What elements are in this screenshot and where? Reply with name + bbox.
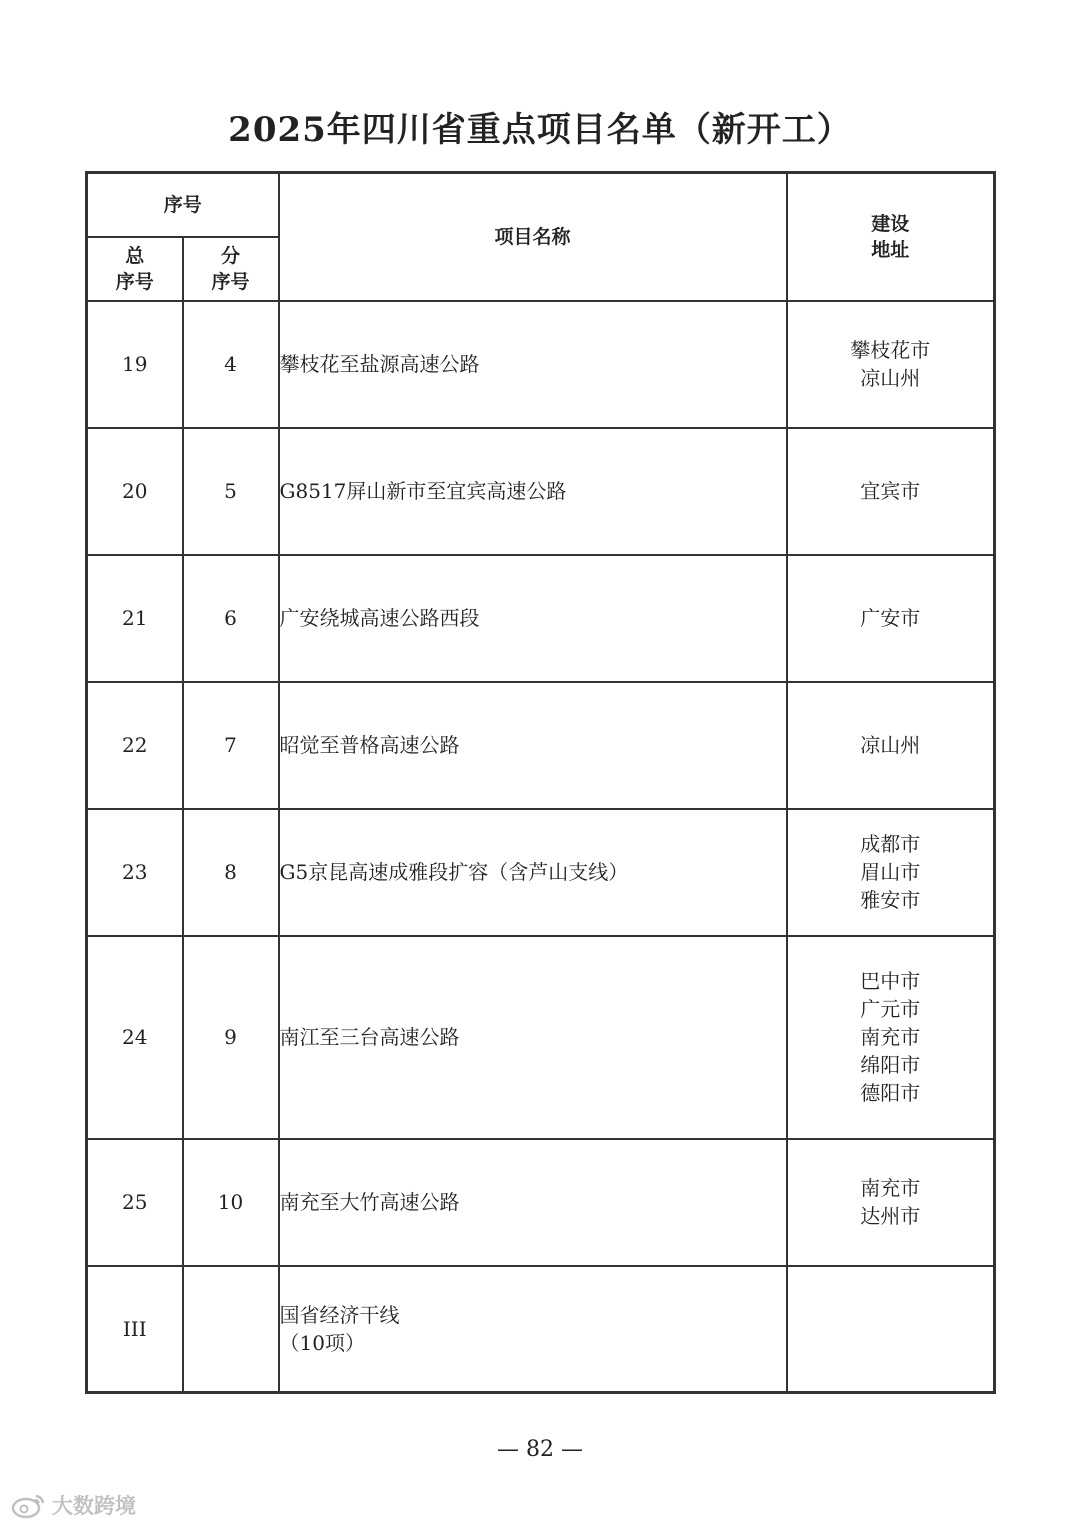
cell-project-name: 昭觉至普格高速公路 [279,682,787,809]
header-seq-group: 序号 [87,173,279,237]
cell-location [787,682,995,809]
location-line: 南充市 [860,1176,921,1200]
location-line: 达州市 [860,1204,921,1228]
cell-location [787,555,995,682]
cell-project-name: G5京昆高速成雅段扩容（含芦山支线） [279,809,787,936]
location-line: 南充市 [860,1025,921,1049]
cell-total-seq: 25 [87,1139,183,1266]
header-seq-sub [183,237,279,301]
cell-total-seq: 24 [87,936,183,1139]
location-line: 眉山市 [860,860,921,884]
cell-sub-seq [183,1266,279,1393]
table-row [87,428,995,555]
project-name-line: （10项） [279,1330,365,1355]
project-table [85,171,996,1394]
cell-project-name: 南充至大竹高速公路 [279,1139,787,1266]
location-line: 成都市 [860,832,921,856]
cell-total-seq: 20 [87,428,183,555]
location-line: 宜宾市 [860,479,921,503]
table-row [87,809,995,936]
cell-location [787,809,995,936]
location-line: 巴中市 [860,969,921,993]
document-title: 2025年四川省重点项目名单（新开工） [228,110,852,150]
header-seq-total-line-1: 总 [125,244,145,267]
cell-total-seq: III [87,1266,183,1393]
location-line: 雅安市 [860,888,921,912]
cell-sub-seq: 9 [183,936,279,1139]
cell-sub-seq: 5 [183,428,279,555]
header-seq-total [87,237,183,301]
cell-sub-seq: 8 [183,809,279,936]
location-line: 凉山州 [860,733,921,757]
location-line: 凉山州 [860,366,921,390]
page-number: — 82 — [497,1437,583,1462]
cell-project-name [279,1266,787,1393]
watermark-text: 大数跨境 [52,1494,136,1518]
cell-project-name: 南江至三台高速公路 [279,936,787,1139]
location-line: 广安市 [860,606,921,630]
cell-location [787,936,995,1139]
cell-location [787,301,995,428]
location-line: 广元市 [860,997,921,1021]
cell-total-seq: 22 [87,682,183,809]
location-line: 攀枝花市 [850,338,931,362]
cell-sub-seq: 10 [183,1139,279,1266]
cell-project-name: 攀枝花至盐源高速公路 [279,301,787,428]
cell-sub-seq: 4 [183,301,279,428]
header-seq-sub-line-1: 分 [221,244,241,267]
location-line: 绵阳市 [860,1053,921,1077]
table-row [87,1266,995,1393]
cell-sub-seq: 6 [183,555,279,682]
cell-location [787,1266,995,1393]
cell-total-seq: 19 [87,301,183,428]
header-row-top [87,173,995,237]
cell-location [787,1139,995,1266]
cell-sub-seq: 7 [183,682,279,809]
table-row [87,936,995,1139]
cell-total-seq: 21 [87,555,183,682]
header-project-name: 项目名称 [279,173,787,301]
table-row [87,682,995,809]
cell-project-name: G8517屏山新市至宜宾高速公路 [279,428,787,555]
header-seq-total-line-2: 序号 [115,270,154,293]
header-location-line-1: 建设 [871,212,910,235]
table-row [87,1139,995,1266]
table-row [87,555,995,682]
header-seq-sub-line-2: 序号 [211,270,250,293]
header-location [787,173,995,301]
weibo-logo-icon [10,1491,46,1519]
project-name-line: 国省经济干线 [279,1302,400,1327]
cell-location [787,428,995,555]
cell-total-seq: 23 [87,809,183,936]
watermark [10,1490,136,1520]
cell-project-name: 广安绕城高速公路西段 [279,555,787,682]
header-location-line-2: 地址 [871,238,910,261]
location-line: 德阳市 [860,1081,921,1105]
table-row [87,301,995,428]
